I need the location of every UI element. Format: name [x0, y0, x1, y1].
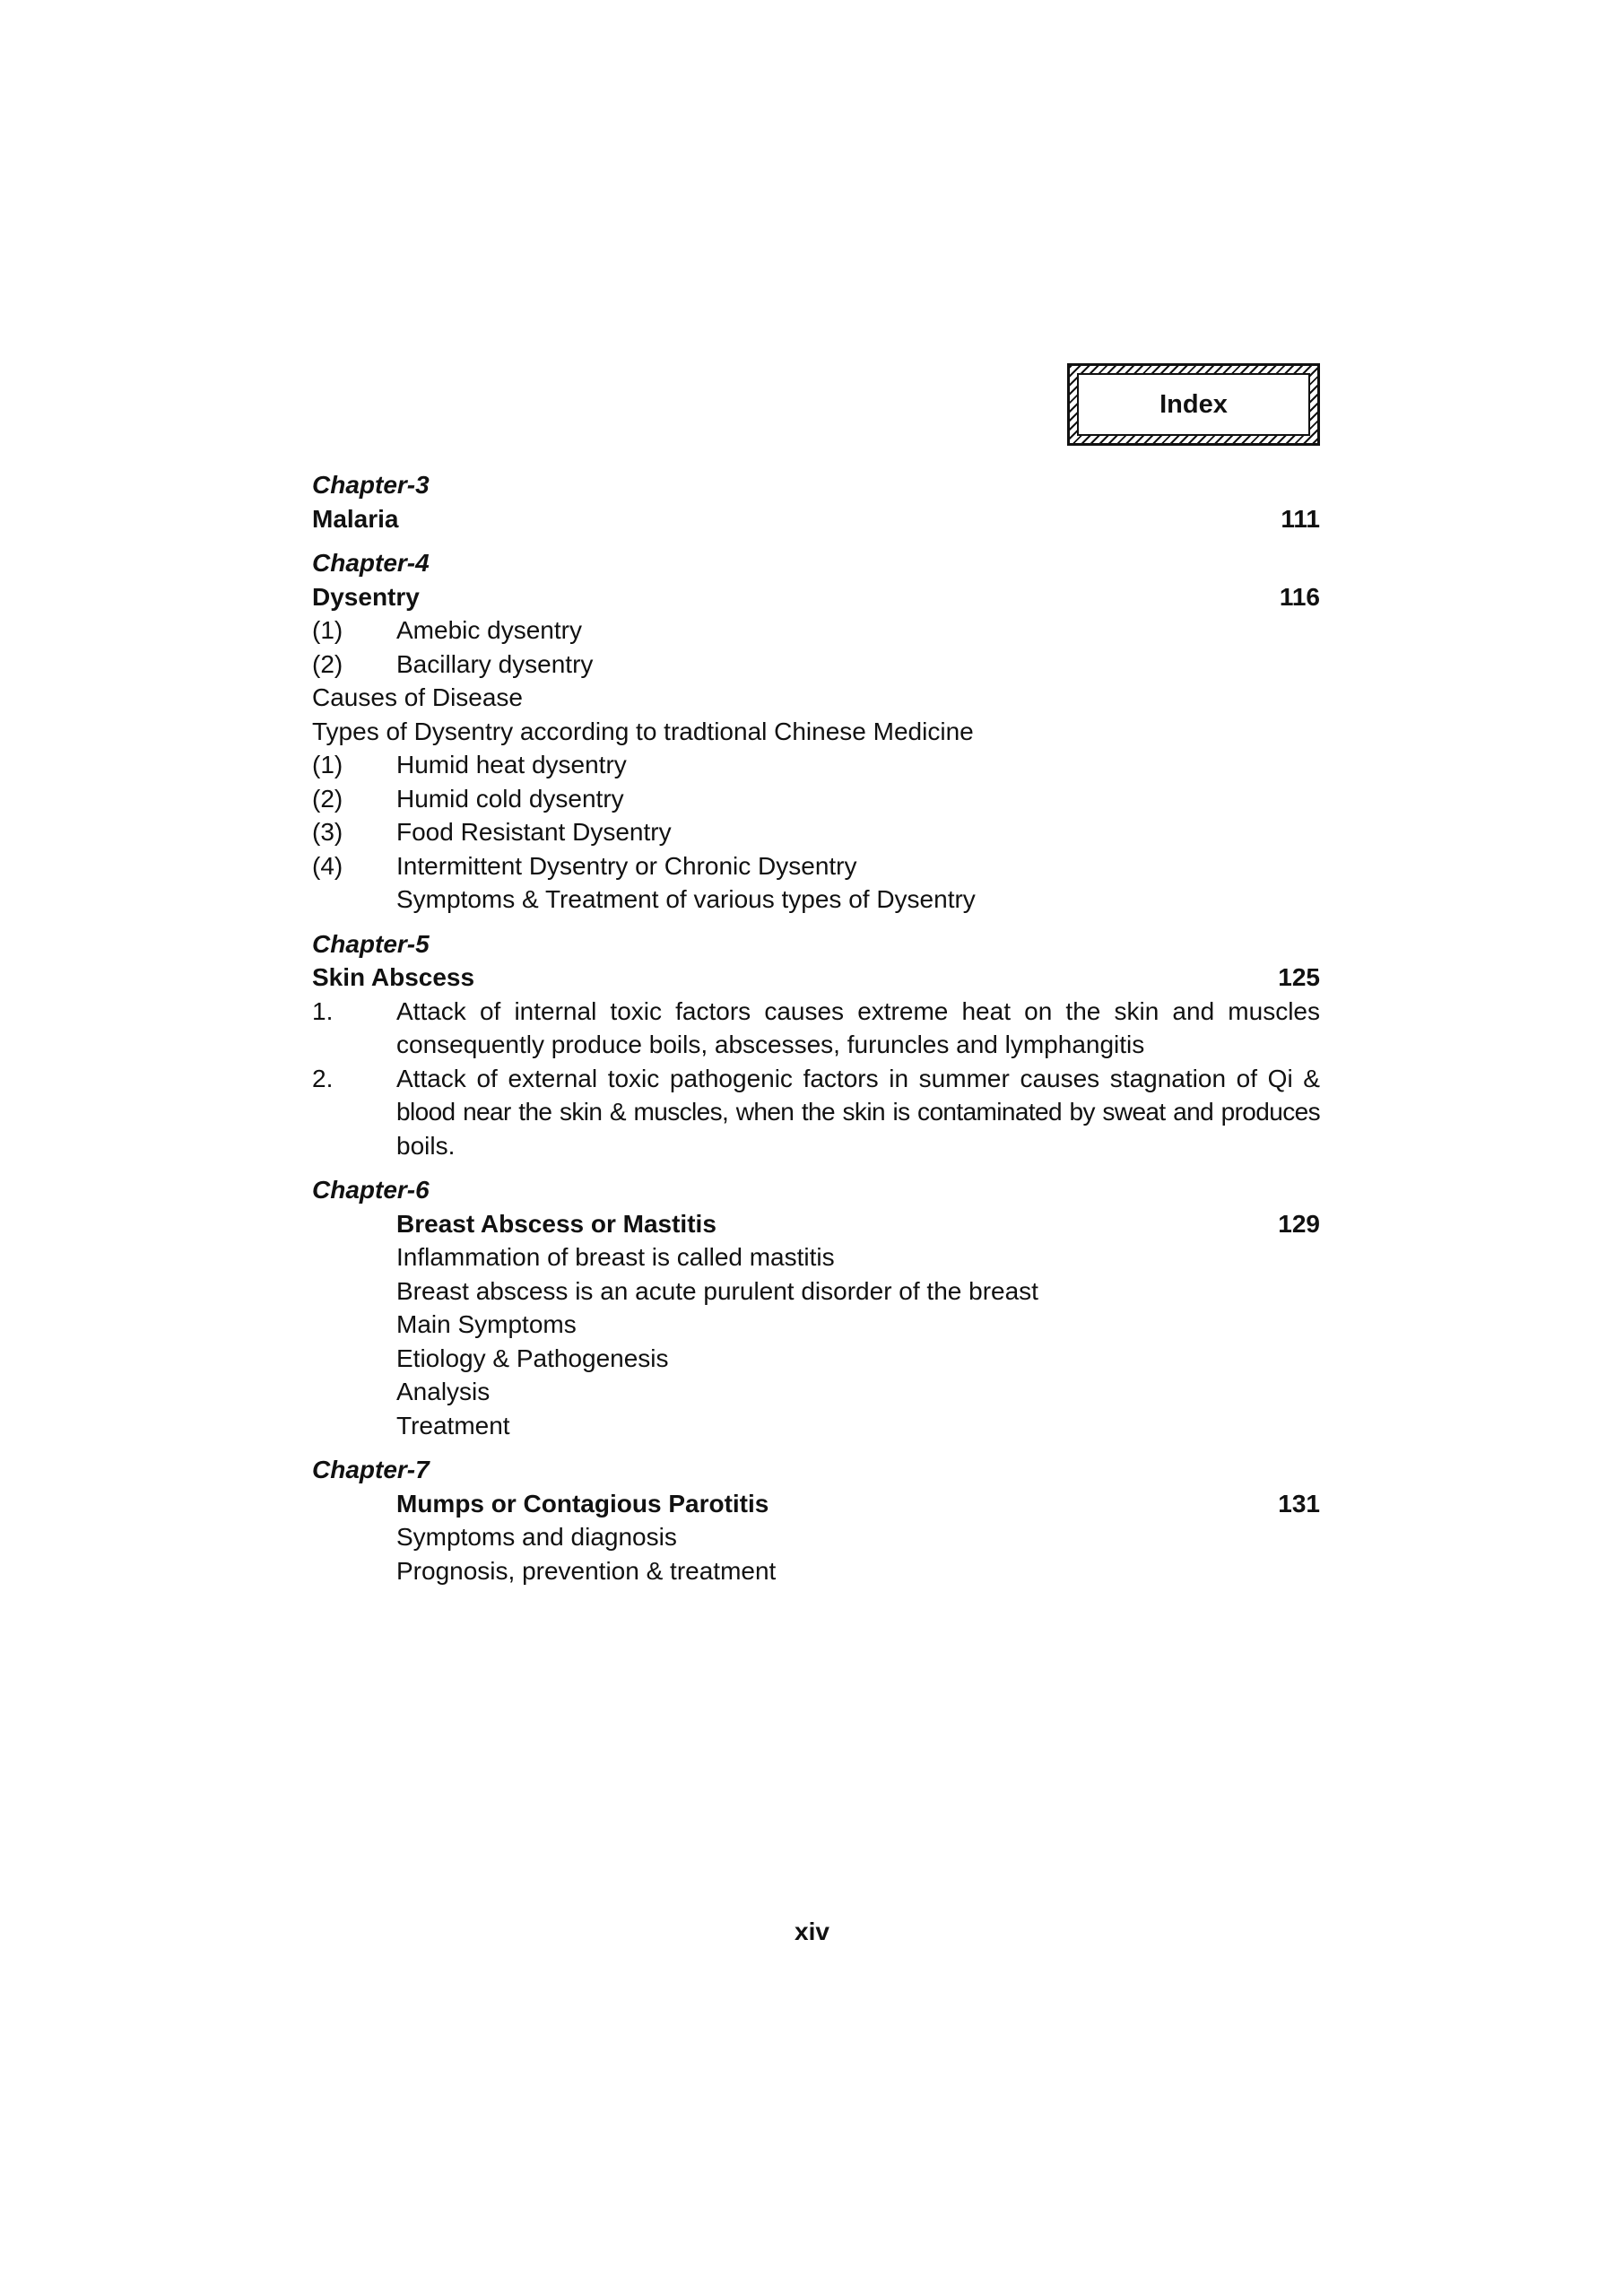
item-number: (3) [312, 818, 343, 846]
chapter-heading: Chapter-3 [312, 471, 430, 499]
item-text-line: blood near the skin & muscles, when the skin is contaminated by sweat and produces [396, 1098, 1320, 1126]
toc-entry [312, 1207, 1320, 1241]
toc-entry [312, 961, 1320, 995]
list-item [312, 613, 1320, 648]
item-text-continued: boils. [396, 1131, 456, 1160]
page-ref: 131 [1278, 1489, 1320, 1518]
list-item [312, 849, 1320, 883]
subitem-text: Breast abscess is an acute purulent disorder of the breast [396, 1276, 1038, 1305]
list-item [312, 995, 1320, 1029]
toc-entry [312, 1487, 1320, 1521]
item-text: Food Resistant Dysentry [396, 818, 672, 846]
entry-title: Dysentry [312, 582, 420, 611]
page-ref: 129 [1278, 1209, 1320, 1238]
item-number: (4) [312, 851, 343, 880]
item-number: 2. [312, 1064, 334, 1092]
chapter-heading: Chapter-7 [312, 1456, 430, 1483]
item-text: Attack of external toxic pathogenic factors in summer causes stagnation of Qi & [396, 1064, 1320, 1092]
item-number: (1) [312, 616, 343, 644]
item-text-continued: consequently produce boils, abscesses, furuncles and lymphangitis [396, 1031, 1145, 1058]
list-item [312, 1062, 1320, 1096]
page-ref: 116 [1279, 582, 1320, 611]
table-of-contents [312, 468, 1320, 1587]
entry-title: Breast Abscess or Mastitis [396, 1209, 716, 1238]
list-item [312, 782, 1320, 816]
chapter-heading: Chapter-6 [312, 1176, 430, 1204]
index-header-box [1067, 363, 1320, 446]
subitem-text: Analysis [396, 1378, 491, 1405]
item-number: 1. [312, 996, 334, 1025]
subitem-text: Main Symptoms [396, 1310, 577, 1338]
page-number: xiv [795, 1918, 829, 1945]
index-label: Index [1077, 373, 1310, 436]
entry-title: Mumps or Contagious Parotitis [396, 1489, 769, 1518]
subitem-text: Prognosis, prevention & treatment [396, 1556, 777, 1585]
subitem-text: Etiology & Pathogenesis [396, 1344, 669, 1372]
item-text-continued [312, 1095, 1320, 1129]
subitem-text: Treatment [396, 1411, 510, 1439]
subitem-text: Inflammation of breast is called mastitis [396, 1243, 835, 1271]
page-ref: 125 [1278, 963, 1320, 991]
item-text: Bacillary dysentry [396, 649, 594, 678]
subheading: Causes of Disease [312, 683, 524, 711]
entry-title: Skin Abscess [312, 963, 475, 991]
item-text: Humid cold dysentry [396, 784, 624, 813]
subheading: Types of Dysentry according to tradtional Chinese Medicine [312, 717, 974, 745]
item-text: Intermittent Dysentry or Chronic Dysentry [396, 851, 857, 880]
list-item [312, 648, 1320, 682]
subitem-text: Symptoms and diagnosis [396, 1523, 677, 1551]
chapter-heading: Chapter-5 [312, 929, 430, 958]
item-text: Amebic dysentry [396, 616, 582, 644]
page-ref: 111 [1281, 504, 1320, 533]
subitem-text: Symptoms & Treatment of various types of Dysentry [396, 885, 976, 913]
toc-entry [312, 502, 1320, 536]
item-text: Attack of internal toxic factors causes extreme heat on the skin and muscles [396, 996, 1320, 1025]
item-number: (2) [312, 649, 343, 678]
item-text: Humid heat dysentry [396, 751, 627, 778]
toc-entry [312, 580, 1320, 614]
list-item [312, 815, 1320, 849]
item-number: (1) [312, 751, 343, 778]
list-item [312, 748, 1320, 782]
entry-title: Malaria [312, 504, 399, 533]
item-number: (2) [312, 784, 343, 813]
chapter-heading: Chapter-4 [312, 549, 430, 577]
